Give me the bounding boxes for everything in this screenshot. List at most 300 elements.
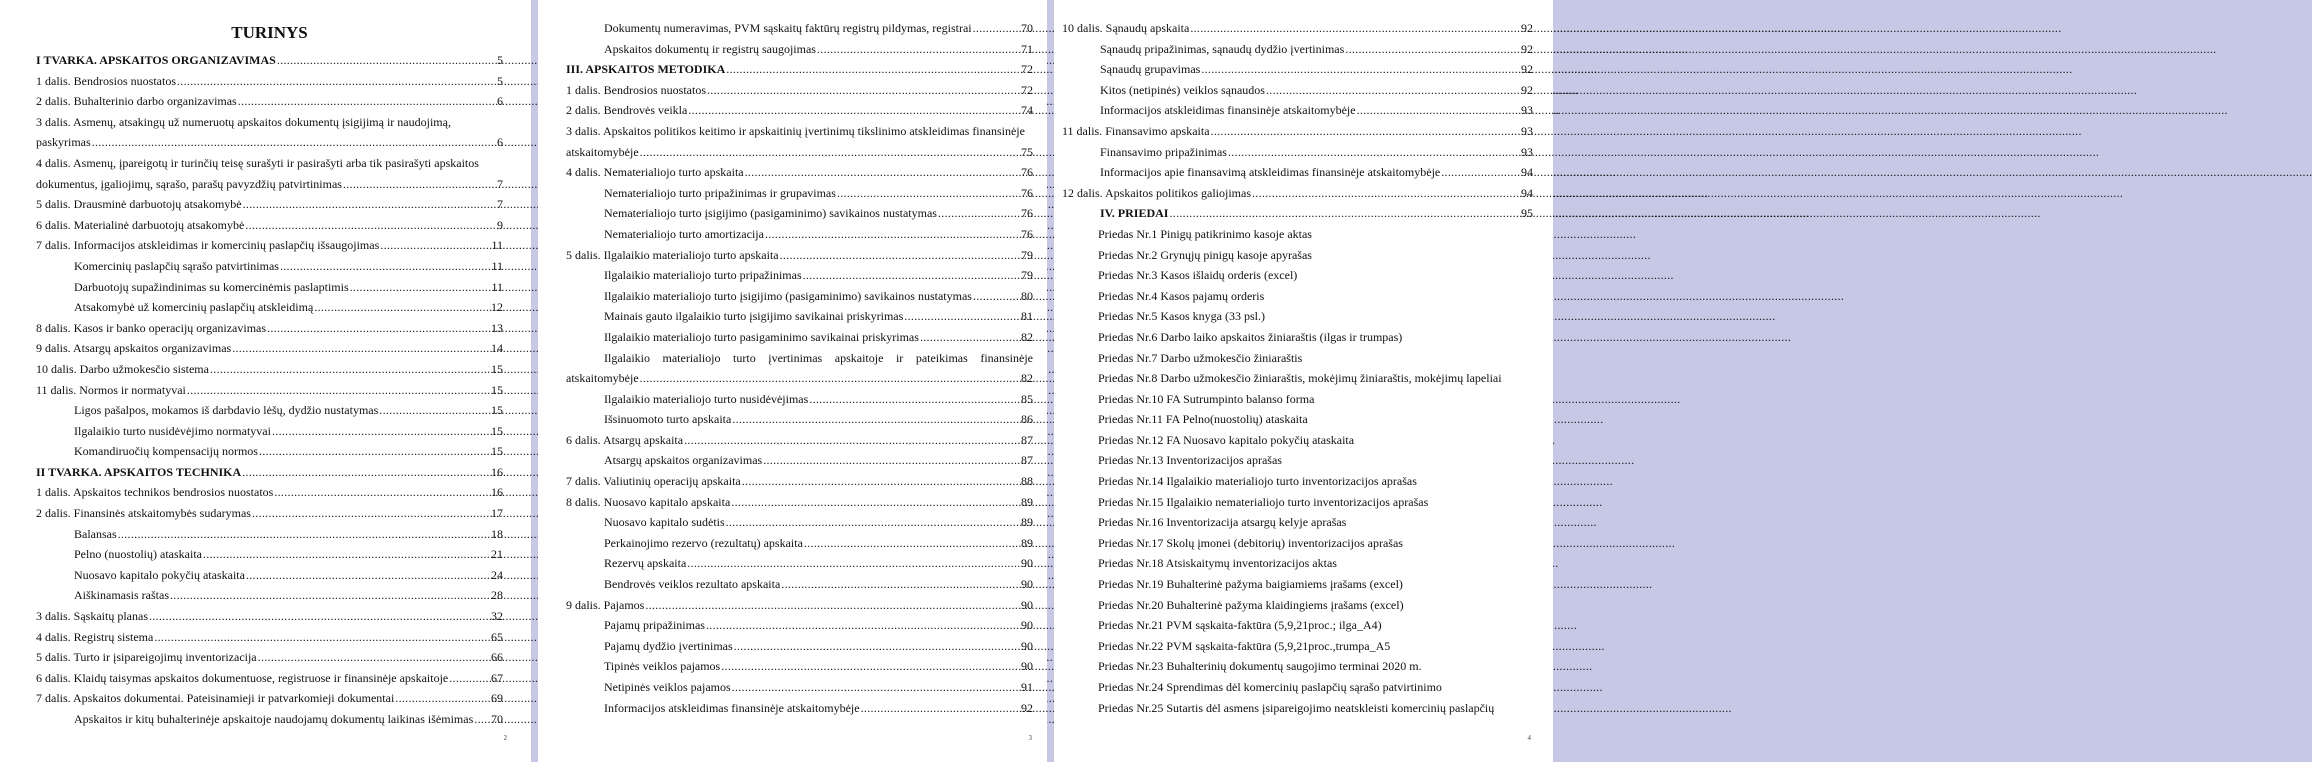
toc-entry	[36, 338, 503, 359]
toc-page-number: 9	[497, 217, 503, 232]
toc-page-number: 71	[1021, 41, 1033, 56]
toc-page-number: 76	[1021, 185, 1033, 200]
toc-dot-leader	[259, 441, 490, 462]
toc-dot-leader	[314, 297, 490, 318]
toc-dot-leader	[245, 215, 496, 236]
toc-dot-leader	[721, 656, 1020, 677]
toc-entry	[566, 698, 1033, 719]
toc-entry	[36, 482, 503, 503]
toc-page-number: 16	[491, 485, 503, 500]
toc-dot-leader	[380, 235, 490, 256]
annex-item: Priedas Nr.13 Inventorizacijos aprašas	[1098, 453, 1282, 468]
toc-dot-leader	[238, 91, 496, 112]
toc-entry-title: 7 dalis. Apskaitos dokumentai. Pateisinamieji ir patvarkomieji dokumentai	[36, 691, 395, 706]
toc-entry	[1062, 121, 1533, 142]
toc-dot-leader	[350, 277, 491, 298]
toc-entry	[36, 524, 503, 545]
toc-page-number: 90	[1021, 556, 1033, 571]
toc-page-number: 15	[491, 403, 503, 418]
toc-page-number: 88	[1021, 474, 1033, 489]
toc-dot-leader	[684, 430, 1020, 451]
toc-entry	[36, 277, 503, 298]
toc-entry	[566, 389, 1033, 410]
annex-item: Priedas Nr.6 Darbo laiko apskaitos žiniaraštis (ilgas ir trumpas)	[1098, 329, 1403, 344]
toc-entry	[566, 306, 1033, 327]
annex-item: Priedas Nr.22 PVM sąskaita-faktūra (5,9,21proc.,trumpa_A5	[1098, 638, 1391, 653]
toc-entry	[1062, 183, 1533, 204]
toc-page-number: 92	[1521, 41, 1533, 56]
toc-entry-title: IV. PRIEDAI	[1100, 206, 1169, 221]
toc-page-number: 82	[1021, 371, 1033, 386]
document-page-4	[1054, 0, 1553, 762]
toc-entry	[566, 80, 1033, 101]
toc-entry-title: 9 dalis. Pajamos	[566, 597, 645, 612]
toc-dot-leader	[640, 368, 1020, 389]
toc-entry-title: Apskaitos ir kitų buhalterinėje apskaitoje naudojamų dokumentų laikinas išėmimas	[74, 712, 474, 726]
toc-dot-leader	[803, 265, 1020, 286]
toc-dot-leader	[973, 18, 1020, 39]
toc-entry	[566, 553, 1033, 574]
toc-entry-title: Pelno (nuostolių) ataskaita	[74, 547, 202, 562]
annex-item: Priedas Nr.5 Kasos knyga (33 psl.)	[1098, 309, 1265, 324]
toc-dot-leader	[1441, 162, 1520, 183]
toc-page-number: 15	[491, 382, 503, 397]
toc-page-number: 5	[497, 73, 503, 88]
toc-entry	[566, 162, 1033, 183]
toc-dot-leader	[258, 647, 490, 668]
toc-entry-title: 1 dalis. Bendrosios nuostatos	[36, 73, 176, 88]
toc-entry-title: Ilgalaikio materialiojo turto pripažinimas	[604, 268, 802, 283]
annex-item: Priedas Nr.3 Kasos išlaidų orderis (excel)	[1098, 268, 1298, 283]
toc-dot-leader	[938, 203, 1020, 224]
toc-page-number: 11	[491, 238, 503, 253]
toc-page-number: 85	[1021, 391, 1033, 406]
toc-entry-title: 9 dalis. Atsargų apskaitos organizavimas	[36, 341, 232, 356]
toc-page-number: 90	[1021, 597, 1033, 612]
toc-dot-leader	[1211, 121, 1520, 142]
annex-item: Priedas Nr.11 FA Pelno(nuostolių) ataskaita	[1098, 412, 1308, 427]
toc-page-number: 89	[1021, 515, 1033, 530]
toc-entry	[36, 441, 503, 462]
toc-dot-leader	[817, 39, 1020, 60]
toc-entry-title: Išsinuomoto turto apskaita	[604, 412, 732, 427]
toc-entry-title: 2 dalis. Bendrovės veikla	[566, 103, 688, 118]
toc-entry-title: 10 dalis. Sąnaudų apskaita	[1062, 21, 1190, 35]
toc-dot-leader	[277, 50, 496, 71]
toc-entry-title: 1 dalis. Bendrosios nuostatos	[566, 82, 706, 97]
annex-item: Priedas Nr.21 PVM sąskaita-faktūra (5,9,21proc.; ilga_A4)	[1098, 618, 1382, 633]
toc-dot-leader	[707, 80, 1020, 101]
toc-dot-leader	[745, 162, 1020, 183]
toc-entry	[1062, 142, 1533, 163]
toc-dot-leader	[474, 709, 490, 730]
toc-dot-leader	[1266, 80, 1520, 101]
annex-item: Priedas Nr.14 Ilgalaikio materialiojo turto inventorizacijos aprašas	[1098, 474, 1417, 489]
toc-entry-title: 7 dalis. Informacijos atskleidimas ir komercinių paslapčių išsaugojimas	[36, 238, 380, 253]
toc-dot-leader	[343, 174, 496, 195]
toc-dot-leader	[640, 142, 1020, 163]
toc-dot-leader	[809, 389, 1020, 410]
toc-entry	[36, 194, 503, 215]
toc-entry	[36, 544, 503, 565]
toc-entry	[1062, 162, 1533, 183]
toc-entry-title: Pajamų pripažinimas	[604, 618, 705, 633]
toc-entry-title: 4 dalis. Nematerialiojo turto apskaita	[566, 165, 744, 180]
toc-dot-leader	[781, 574, 1020, 595]
toc-entry-title: Komandiruočių kompensacijų normos	[74, 444, 258, 459]
toc-entry-title: 12 dalis. Apskaitos politikos galiojimas	[1062, 185, 1251, 200]
toc-entry-title: 5 dalis. Drausminė darbuotojų atsakomybė	[36, 197, 242, 212]
toc-entry-title: 6 dalis. Atsargų apskaita	[566, 432, 684, 447]
toc-entry-title: Nematerialiojo turto pripažinimas ir grupavimas	[604, 185, 836, 200]
toc-entry	[1062, 18, 1533, 39]
toc-entry-title: Ligos pašalpos, mokamos iš darbdavio lėšų, dydžio nustatymas	[74, 403, 379, 418]
toc-page-number: 74	[1021, 103, 1033, 118]
toc-entry	[36, 627, 503, 648]
toc-entry	[566, 615, 1033, 636]
toc-page-number: 66	[491, 650, 503, 665]
toc-entry	[36, 71, 503, 92]
toc-page-number: 76	[1021, 206, 1033, 221]
toc-entry-title: Komercinių paslapčių sąrašo patvirtinimas	[74, 258, 279, 273]
toc-dot-leader	[687, 553, 1020, 574]
toc-dot-leader	[149, 606, 490, 627]
toc-entry	[36, 400, 503, 421]
toc-entry	[566, 224, 1033, 245]
toc-dot-leader	[203, 544, 490, 565]
toc-dot-leader	[379, 400, 490, 421]
toc-entry	[566, 636, 1033, 657]
toc-page-number: 11	[491, 258, 503, 273]
toc-title: TURINYS	[231, 23, 308, 42]
toc-page-number: 67	[491, 670, 503, 685]
toc-page-number: 76	[1021, 226, 1033, 241]
annex-list	[1062, 224, 1533, 718]
toc-entry	[36, 297, 503, 318]
annex-item: Priedas Nr.8 Darbo užmokesčio žiniaraštis, mokėjimų žiniaraštis, mokėjimų lapeliai	[1098, 371, 1502, 386]
page-number: 2	[503, 734, 507, 742]
toc-dot-leader	[92, 132, 496, 153]
toc-page-number: 24	[491, 567, 503, 582]
toc-entry	[566, 183, 1033, 204]
toc-entry-title: Ilgalaikio materialiojo turto pasigaminimo savikainai priskyrimas	[604, 329, 919, 344]
toc-dot-leader	[920, 327, 1020, 348]
toc-dot-leader	[280, 256, 490, 277]
toc-page-number: 86	[1021, 412, 1033, 427]
toc-dot-leader	[252, 503, 490, 524]
annex-item: Priedas Nr.16 Inventorizacija atsargų kelyje aprašas	[1098, 515, 1347, 530]
toc-page-number: 14	[491, 341, 503, 356]
toc-page-number: 90	[1021, 577, 1033, 592]
toc-entry-title: Tipinės veiklos pajamos	[604, 659, 721, 674]
toc-page-number: 28	[491, 588, 503, 603]
toc-dot-leader	[1228, 142, 1520, 163]
toc-entry-title: dokumentus, įgaliojimų, sąrašo, parašų pavyzdžių patvirtinimas	[36, 176, 342, 191]
toc-entry-title: 7 dalis. Valiutinių operacijų apskaita	[566, 474, 741, 489]
toc-dot-leader	[1201, 59, 1520, 80]
toc-entry-title: atskaitomybėje	[566, 371, 639, 386]
toc-entry	[566, 100, 1033, 121]
toc-entry-title: Finansavimo pripažinimas	[1100, 144, 1227, 159]
toc-page-number: 90	[1021, 618, 1033, 633]
toc-entry-title: 8 dalis. Kasos ir banko operacijų organizavimas	[36, 320, 267, 335]
toc-entry-title: 11 dalis. Normos ir normatyvai	[36, 382, 186, 397]
toc-dot-leader	[688, 100, 1020, 121]
toc-dot-leader	[861, 698, 1020, 719]
annex-item: Priedas Nr.1 Pinigų patikrinimo kasoje aktas	[1098, 226, 1312, 241]
toc-list	[1062, 18, 1533, 224]
toc-entry	[566, 265, 1033, 286]
toc-dot-leader	[170, 585, 490, 606]
toc-page-number: 82	[1021, 329, 1033, 344]
toc-entry-title: Sąnaudų grupavimas	[1100, 62, 1201, 77]
annex-item: Priedas Nr.2 Grynųjų pinigų kasoje apyrašas	[1098, 247, 1312, 262]
toc-page-number: 93	[1521, 144, 1533, 159]
toc-dot-leader	[187, 380, 490, 401]
toc-page-number: 70	[1021, 21, 1033, 35]
toc-page-number: 18	[491, 526, 503, 541]
toc-entry	[36, 668, 503, 689]
toc-entry	[1062, 100, 1533, 121]
toc-page-number: 93	[1521, 103, 1533, 118]
toc-entry-title: Bendrovės veiklos rezultato apskaita	[604, 577, 781, 592]
toc-entry	[566, 327, 1033, 348]
toc-page-number: 76	[1021, 165, 1033, 180]
toc-dot-leader	[210, 359, 490, 380]
toc-entry	[36, 503, 503, 524]
toc-entry	[566, 450, 1033, 471]
toc-entry-title: Sąnaudų pripažinimas, sąnaudų dydžio įvertinimas	[1100, 41, 1345, 56]
toc-entry-title: Nematerialiojo turto amortizacija	[604, 226, 764, 241]
document-page-3	[538, 0, 1047, 762]
toc-dot-leader	[1169, 203, 1520, 224]
toc-page-number: 92	[1021, 700, 1033, 715]
toc-entry	[36, 359, 503, 380]
toc-dot-leader	[1190, 18, 1520, 39]
toc-dot-leader	[267, 318, 490, 339]
toc-entry-title: 10 dalis. Darbo užmokesčio sistema	[36, 361, 209, 376]
toc-entry	[36, 688, 503, 709]
toc-entry	[36, 585, 503, 606]
toc-dot-leader	[726, 59, 1020, 80]
annex-item: Priedas Nr.19 Buhalterinė pažyma baigiamiems įrašams (excel)	[1098, 577, 1403, 592]
toc-entry-title: 8 dalis. Nuosavo kapitalo apskaita	[566, 494, 731, 509]
toc-entry-title: Ilgalaikio materialiojo turto nusidėvėjimas	[604, 391, 809, 406]
toc-entry-title: Ilgalaikio turto nusidėvėjimo normatyvai	[74, 423, 271, 438]
toc-page-number: 94	[1521, 165, 1533, 180]
toc-entry	[566, 245, 1033, 266]
toc-entry	[36, 647, 503, 668]
toc-dot-leader	[765, 224, 1020, 245]
toc-entry-title: 5 dalis. Turto ir įsipareigojimų inventorizacija	[36, 650, 257, 665]
toc-page-number: 32	[491, 609, 503, 624]
toc-entry-title: 6 dalis. Klaidų taisymas apskaitos dokumentuose, registruose ir finansinėje apskaitoje	[36, 670, 449, 685]
toc-entry	[36, 380, 503, 401]
toc-page-number: 13	[491, 320, 503, 335]
toc-dot-leader	[742, 471, 1020, 492]
toc-entry	[36, 565, 503, 586]
toc-dot-leader	[804, 533, 1020, 554]
toc-dot-leader	[904, 306, 1020, 327]
toc-dot-leader	[734, 636, 1020, 657]
toc-page-number: 72	[1021, 82, 1033, 97]
toc-entry-title: Nuosavo kapitalo sudėtis	[604, 515, 725, 530]
toc-page-number: 87	[1021, 453, 1033, 468]
toc-entry	[1062, 59, 1533, 80]
annex-item: Priedas Nr.23 Buhalterinių dokumentų saugojimo terminai 2020 m.	[1098, 659, 1422, 674]
toc-entry	[566, 533, 1033, 554]
annex-item: Priedas Nr.12 FA Nuosavo kapitalo pokyčių ataskaita	[1098, 432, 1355, 447]
toc-page-number: 89	[1021, 535, 1033, 550]
toc-page-number: 70	[491, 712, 503, 726]
document-page-2	[0, 0, 531, 762]
toc-dot-leader	[246, 565, 490, 586]
toc-dot-leader	[706, 615, 1020, 636]
annex-item: Priedas Nr.18 Atsiskaitymų inventorizacijos aktas	[1098, 556, 1337, 571]
toc-dot-leader	[731, 492, 1020, 513]
toc-entry-title: 6 dalis. Materialinė darbuotojų atsakomybė	[36, 217, 245, 232]
toc-page-number: 7	[497, 176, 503, 191]
toc-dot-leader	[232, 338, 490, 359]
toc-list	[566, 18, 1033, 718]
toc-entry-title: paskyrimas	[36, 135, 91, 150]
toc-page-number: 72	[1021, 62, 1033, 77]
toc-entry-title: atskaitomybėje	[566, 144, 639, 159]
toc-entry	[566, 203, 1033, 224]
annex-item: Priedas Nr.24 Sprendimas dėl komercinių paslapčių sąrašo patvirtinimo	[1098, 680, 1442, 694]
toc-entry	[36, 174, 503, 195]
toc-entry	[566, 656, 1033, 677]
toc-entry-title: Mainais gauto ilgalaikio turto įsigijimo savikainai priskyrimas	[604, 309, 904, 324]
toc-dot-leader	[154, 627, 490, 648]
toc-page-number: 94	[1521, 185, 1533, 200]
toc-dot-leader	[732, 409, 1020, 430]
toc-page-number: 79	[1021, 268, 1033, 283]
toc-page-number: 6	[497, 135, 503, 150]
toc-entry	[566, 368, 1033, 389]
toc-page-number: 91	[1021, 680, 1033, 694]
toc-dot-leader	[449, 668, 490, 689]
toc-entry-title: Perkainojimo rezervo (rezultatų) apskaita	[604, 535, 803, 550]
toc-page-number: 15	[491, 361, 503, 376]
toc-entry-wrapped-line: 3 dalis. Apskaitos politikos keitimo ir apskaitinių įvertinimų tikslinimo atskleidimas finansinėje	[566, 123, 1025, 138]
toc-entry	[36, 606, 503, 627]
toc-dot-leader	[274, 482, 490, 503]
toc-page-number: 75	[1021, 144, 1033, 159]
toc-page-number: 90	[1021, 638, 1033, 653]
toc-page-number: 21	[491, 547, 503, 562]
toc-dot-leader	[177, 71, 496, 92]
toc-entry-title: Informacijos atskleidimas finansinėje atskaitomybėje	[1100, 103, 1356, 118]
toc-entry	[36, 256, 503, 277]
toc-page-number: 87	[1021, 432, 1033, 447]
toc-entry-wrapped-line: 4 dalis. Asmenų, įpareigotų ir turinčių teisę surašyti ir pasirašyti arba tik pasirašyti apskaitos	[36, 155, 479, 170]
toc-page-number: 65	[491, 629, 503, 644]
toc-entry	[36, 91, 503, 112]
toc-entry-title: Ilgalaikio materialiojo turto įsigijimo (pasigaminimo) savikainos nustatymas	[604, 288, 972, 303]
toc-page-number: 95	[1521, 206, 1533, 221]
toc-dot-leader	[272, 421, 490, 442]
toc-entry	[566, 677, 1033, 698]
toc-entry-wrapped-line: Ilgalaikio materialiojo turto įvertinimas apskaitoje ir pateikimas finansinėje	[604, 350, 1033, 365]
toc-entry-title: II TVARKA. APSKAITOS TECHNIKA	[36, 464, 242, 479]
page-number: 4	[1527, 734, 1531, 742]
toc-dot-leader	[1345, 39, 1520, 60]
toc-dot-leader	[395, 688, 490, 709]
annex-item: Priedas Nr.25 Sutartis dėl asmens įsipareigojimo neatskleisti komercinių paslapčių	[1098, 700, 1495, 715]
toc-entry-title: Atsargų apskaitos organizavimas	[604, 453, 763, 468]
toc-dot-leader	[645, 595, 1020, 616]
toc-entry	[566, 59, 1033, 80]
annex-item: Priedas Nr.7 Darbo užmokesčio žiniaraštis	[1098, 350, 1303, 365]
toc-page-number: 92	[1521, 82, 1533, 97]
toc-entry	[566, 409, 1033, 430]
toc-dot-leader	[242, 462, 490, 483]
toc-entry-title: Nuosavo kapitalo pokyčių ataskaita	[74, 567, 245, 582]
toc-entry	[36, 421, 503, 442]
toc-entry-title: 2 dalis. Finansinės atskaitomybės sudarymas	[36, 506, 251, 521]
toc-entry-title: Atsakomybė už komercinių paslapčių atskleidimą	[74, 300, 314, 315]
toc-entry	[566, 18, 1033, 39]
toc-entry	[36, 132, 503, 153]
toc-page-number: 90	[1021, 659, 1033, 674]
toc-page-number: 7	[497, 197, 503, 212]
toc-entry	[36, 318, 503, 339]
toc-entry	[566, 430, 1033, 451]
toc-entry-title: 2 dalis. Buhalterinio darbo organizavimas	[36, 94, 237, 109]
toc-entry-title: Nematerialiojo turto įsigijimo (pasigaminimo) savikainos nustatymas	[604, 206, 937, 221]
toc-page-number: 6	[497, 94, 503, 109]
toc-entry-title: 5 dalis. Ilgalaikio materialiojo turto apskaita	[566, 247, 779, 262]
toc-list	[36, 50, 503, 730]
toc-page-number: 89	[1021, 494, 1033, 509]
toc-dot-leader	[726, 512, 1020, 533]
annex-item: Priedas Nr.20 Buhalterinė pažyma klaidingiems įrašams (excel)	[1098, 597, 1404, 612]
toc-entry-title: Darbuotojų supažindinimas su komercinėmis paslaptimis	[74, 279, 349, 294]
toc-page-number: 80	[1021, 288, 1033, 303]
toc-entry-title: Rezervų apskaita	[604, 556, 687, 571]
toc-entry	[1062, 203, 1533, 224]
toc-entry-title: Pajamų dydžio įvertinimas	[604, 638, 733, 653]
toc-page-number: 92	[1521, 62, 1533, 77]
toc-page-number: 5	[497, 53, 503, 67]
toc-dot-leader	[732, 677, 1020, 698]
toc-entry-title: III. APSKAITOS METODIKA	[566, 62, 726, 77]
toc-page-number: 16	[491, 464, 503, 479]
toc-entry-title: Apskaitos dokumentų ir registrų saugojimas	[604, 41, 816, 56]
toc-entry-title: Kitos (netipinės) veiklos sąnaudos	[1100, 82, 1265, 97]
toc-page-number: 92	[1521, 21, 1533, 35]
toc-entry-title: Aiškinamasis raštas	[74, 588, 169, 603]
toc-dot-leader	[973, 286, 1020, 307]
toc-entry	[566, 39, 1033, 60]
toc-entry-title: 11 dalis. Finansavimo apskaita	[1062, 123, 1210, 138]
toc-entry-title: Dokumentų numeravimas, PVM sąskaitų faktūrų registrų pildymas, registrai	[604, 21, 972, 35]
toc-page-number: 17	[491, 506, 503, 521]
toc-entry	[566, 574, 1033, 595]
toc-page-number: 15	[491, 444, 503, 459]
toc-entry	[566, 142, 1033, 163]
toc-entry-title: Balansas	[74, 526, 117, 541]
toc-entry-wrapped-line: 3 dalis. Asmenų, atsakingų už numeruotų apskaitos dokumentų įsigijimą ir naudojimą,	[36, 114, 451, 129]
toc-entry	[566, 512, 1033, 533]
toc-entry	[1062, 39, 1533, 60]
annex-item: Priedas Nr.17 Skolų įmonei (debitorių) inventorizacijos aprašas	[1098, 535, 1403, 550]
toc-entry	[566, 492, 1033, 513]
toc-entry-title: Informacijos atskleidimas finansinėje atskaitomybėje	[604, 700, 860, 715]
toc-page-number: 79	[1021, 247, 1033, 262]
toc-page-number: 69	[491, 691, 503, 706]
